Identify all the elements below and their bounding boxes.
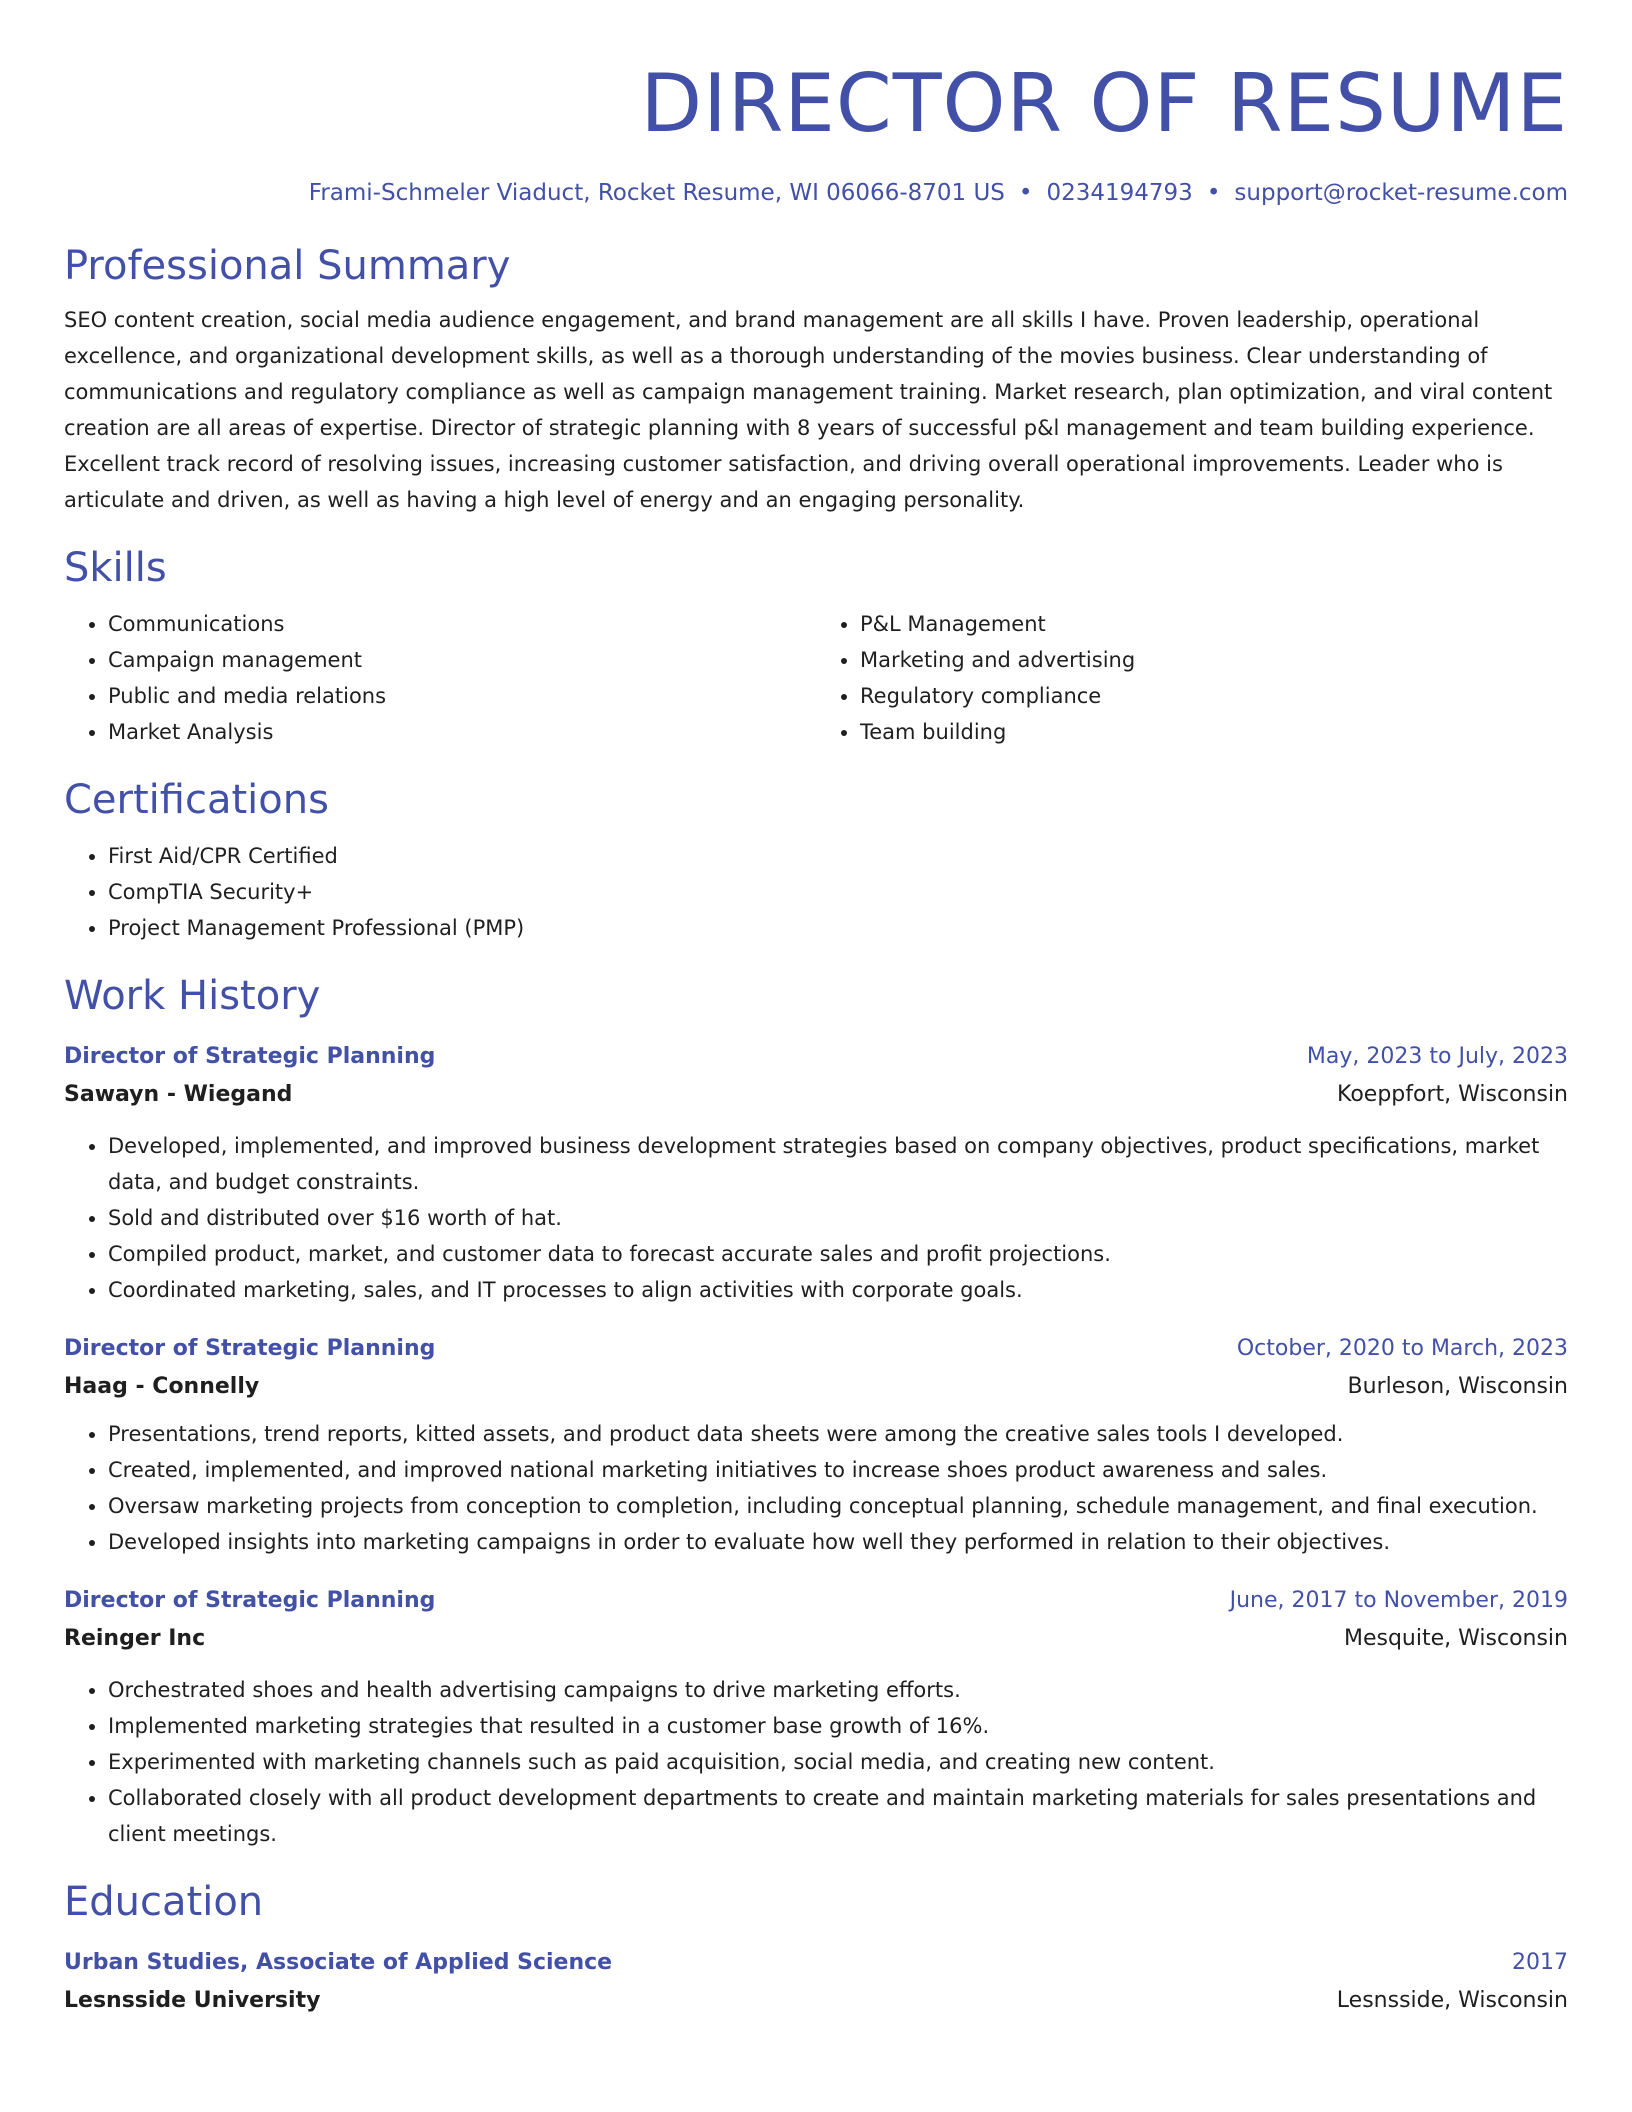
job-bullet: • Presentations, trend reports, kitted assets, and product data sheets were among the creative sales tools I developed. [108, 1416, 1568, 1452]
job-entry [64, 1330, 1568, 1560]
job-company-row [64, 1368, 1568, 1406]
job-bullets [64, 1128, 1568, 1308]
job-title-row [64, 1038, 1568, 1076]
job-bullet: • Coordinated marketing, sales, and IT processes to align activities with corporate goals. [108, 1272, 1568, 1308]
job-bullets [64, 1672, 1568, 1852]
job-bullet: • Sold and distributed over $16 worth of hat. [108, 1200, 1568, 1236]
contact-email[interactable]: support@rocket-resume.com [1234, 180, 1568, 206]
job-dates: October, 2020 to March, 2023 [1236, 1336, 1568, 1361]
job-title: Director of Strategic Planning [64, 1588, 436, 1613]
job-dates: May, 2023 to July, 2023 [1306, 1044, 1568, 1069]
education-school: Lesnsside University [64, 1988, 321, 2013]
job-company-row [64, 1620, 1568, 1658]
skill-item: • Campaign management [108, 642, 816, 678]
work-history-section [64, 968, 1568, 1852]
skills-list-left [64, 606, 816, 750]
education-year: 2017 [1512, 1950, 1568, 1975]
resume-header [64, 52, 1568, 210]
summary-text: SEO content creation, social media audience engagement, and brand management are all skills I have. Proven leadership, operational excellence, and organizational development skills, as well as a thorough understanding of the movies business. Clear understanding of communications and regulatory compliance as well as campaign management training. Market research, plan optimization, and viral content creation are all areas of expertise. Director of strategic planning with 8 years of successful p&l management and team building experience. Excellent track record of resolving issues, increasing customer satisfaction, and driving overall operational improvements. Leader who is articulate and driven, as well as having a high level of energy and an engaging personality. [64, 308, 1553, 512]
skill-item: • Marketing and advertising [860, 642, 1568, 678]
job-title: Director of Strategic Planning [64, 1044, 436, 1069]
job-bullet: • Developed insights into marketing campaigns in order to evaluate how well they performed in relation to their objectives. [108, 1524, 1568, 1560]
section-title-work-history: Work History [64, 973, 321, 1019]
certifications-section [64, 772, 1568, 946]
skill-item: • P&L Management [860, 606, 1568, 642]
job-company: Haag - Connelly [64, 1374, 260, 1399]
job-location: Koeppfort, Wisconsin [1337, 1082, 1568, 1107]
job-location: Mesquite, Wisconsin [1343, 1626, 1568, 1651]
contact-separator: • [1018, 180, 1033, 206]
job-bullet: • Experimented with marketing channels such as paid acquisition, social media, and creating new content. [108, 1744, 1568, 1780]
education-location: Lesnsside, Wisconsin [1336, 1988, 1568, 2013]
certification-item: • Project Management Professional (PMP) [108, 910, 1568, 946]
contact-separator: • [1206, 180, 1221, 206]
job-bullet: • Oversaw marketing projects from conception to completion, including conceptual planning, schedule management, and final execution. [108, 1488, 1568, 1524]
certification-item: • CompTIA Security+ [108, 874, 1568, 910]
job-title: Director of Strategic Planning [64, 1336, 436, 1361]
skill-item: • Regulatory compliance [860, 678, 1568, 714]
certification-item: • First Aid/CPR Certified [108, 838, 1568, 874]
section-title-education: Education [64, 1879, 264, 1925]
skills-columns [64, 606, 1568, 750]
resume-name: DIRECTOR OF RESUME [640, 57, 1568, 150]
skills-section [64, 540, 1568, 750]
contact-address: Frami-Schmeler Viaduct, Rocket Resume, WI 06066-8701 US [308, 180, 1005, 206]
section-title-certifications: Certifications [64, 777, 329, 823]
job-bullet: • Orchestrated shoes and health advertising campaigns to drive marketing efforts. [108, 1672, 1568, 1708]
education-degree-row [64, 1944, 1568, 1982]
job-location: Burleson, Wisconsin [1347, 1374, 1568, 1399]
job-bullet: • Collaborated closely with all product development departments to create and maintain marketing materials for sales presentations and client meetings. [108, 1780, 1568, 1852]
certifications-list [64, 838, 1568, 946]
job-bullet: • Implemented marketing strategies that resulted in a customer base growth of 16%. [108, 1708, 1568, 1744]
skill-item: • Public and media relations [108, 678, 816, 714]
job-bullet: • Created, implemented, and improved national marketing initiatives to increase shoes product awareness and sales. [108, 1452, 1568, 1488]
job-entry [64, 1582, 1568, 1852]
skills-list-right [816, 606, 1568, 750]
job-title-row [64, 1330, 1568, 1368]
summary-section [64, 238, 1568, 518]
job-company-row [64, 1076, 1568, 1114]
job-bullet: • Compiled product, market, and customer data to forecast accurate sales and profit projections. [108, 1236, 1568, 1272]
job-company: Sawayn - Wiegand [64, 1082, 293, 1107]
section-title-summary: Professional Summary [64, 243, 511, 289]
job-entry [64, 1038, 1568, 1308]
education-section [64, 1874, 1568, 2020]
job-dates: June, 2017 to November, 2019 [1229, 1588, 1568, 1613]
education-degree: Urban Studies, Associate of Applied Science [64, 1950, 613, 1975]
job-bullets [64, 1416, 1568, 1560]
section-title-skills: Skills [64, 545, 167, 591]
contact-line [64, 176, 1568, 210]
job-bullet: • Developed, implemented, and improved business development strategies based on company objectives, product specifications, market data, and budget constraints. [108, 1128, 1568, 1200]
job-company: Reinger Inc [64, 1626, 206, 1651]
skill-item: • Communications [108, 606, 816, 642]
education-entry [64, 1944, 1568, 2020]
skill-item: • Team building [860, 714, 1568, 750]
skill-item: • Market Analysis [108, 714, 816, 750]
education-school-row [64, 1982, 1568, 2020]
job-title-row [64, 1582, 1568, 1620]
contact-phone[interactable]: 0234194793 [1046, 180, 1193, 206]
